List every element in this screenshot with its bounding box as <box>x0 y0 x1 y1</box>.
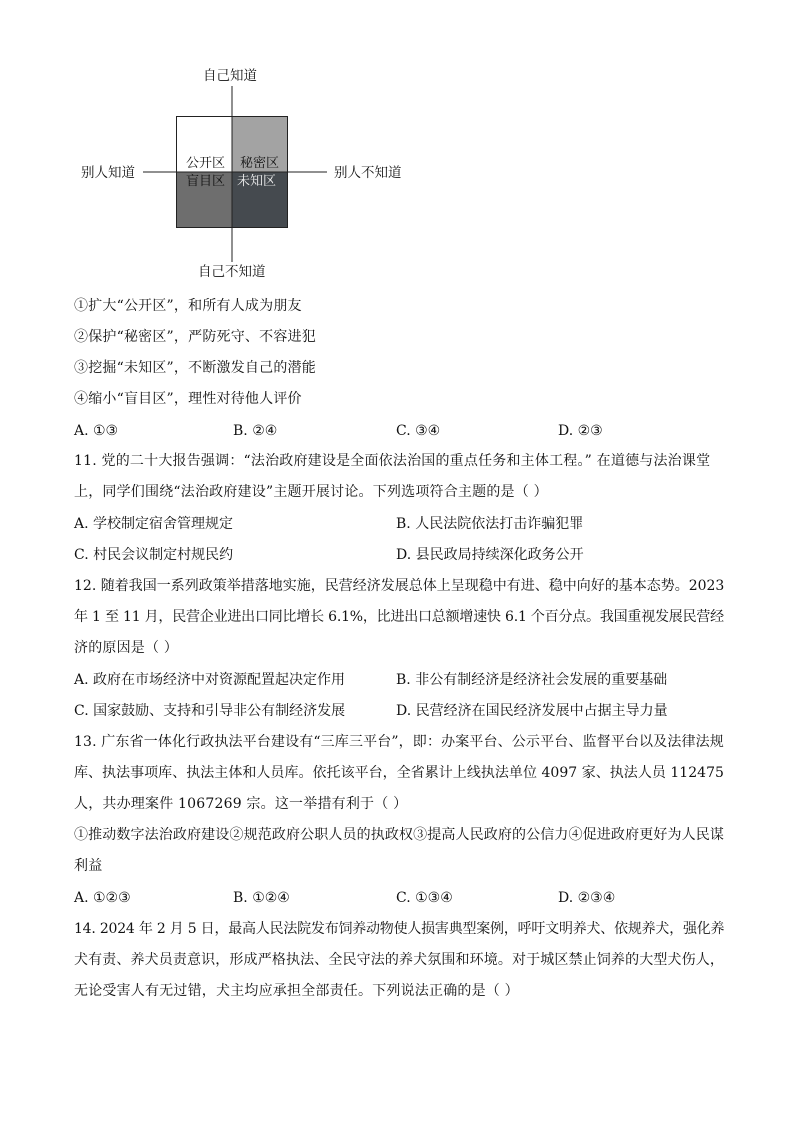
right-axis-label: 别人不知道 <box>334 165 402 181</box>
option-d[interactable]: D. 民营经济在国民经济发展中占据主导力量 <box>396 703 668 719</box>
question-text-line: 13. 广东省一体化行政执法平台建设有“三库三平台”，即：办案平台、公示平台、监督平台以及法律法规 <box>74 734 724 750</box>
option-c[interactable]: C. ③④ <box>396 423 441 439</box>
question-text-line: 14. 2024 年 2 月 5 日，最高人民法院发布饲养动物使人损害典型案例，呼吁文明养犬、依规养犬，强化养 <box>74 921 725 937</box>
bottom-axis-label: 自己不知道 <box>198 264 266 280</box>
left-axis-label: 别人知道 <box>81 165 135 181</box>
option-a[interactable]: A. 政府在市场经济中对资源配置起决定作用 <box>74 672 346 688</box>
question-text-line: 上，同学们围绕“法治政府建设”主题开展讨论。下列选项符合主题的是（ ） <box>74 484 548 500</box>
unknown-area-label: 未知区 <box>237 174 277 189</box>
statement-4: ④缩小“盲目区”，理性对待他人评价 <box>74 391 302 407</box>
option-d[interactable]: D. 县民政局持续深化政务公开 <box>396 547 584 563</box>
option-a[interactable]: A. 学校制定宿舍管理规定 <box>74 516 234 532</box>
option-a[interactable]: A. ①②③ <box>74 890 131 906</box>
question-text-line: 利益 <box>74 858 103 874</box>
question-text-line: 12. 随着我国一系列政策举措落地实施，民营经济发展总体上呈现稳中有进、稳中向好的基本态势。2023 <box>74 578 725 594</box>
option-a[interactable]: A. ①③ <box>74 423 119 439</box>
question-text-line: 库、执法事项库、执法主体和人员库。依托该平台，全省累计上线执法单位 4097 家、执法人员 112475 <box>74 765 724 781</box>
option-c[interactable]: C. 村民会议制定村规民约 <box>74 547 234 563</box>
question-text-line: 11. 党的二十大报告强调：“法治政府建设是全面依法治国的重点任务和主体工程。” 在道德与法治课堂 <box>74 453 711 469</box>
question-text-line: 济的原因是（ ） <box>74 640 179 656</box>
johari-window-diagram <box>0 0 794 300</box>
open-area-label: 公开区 <box>186 156 226 171</box>
question-text-line: 无论受害人有无过错，犬主均应承担全部责任。下列说法正确的是（ ） <box>74 983 519 999</box>
question-text-line: ①推动数字法治政府建设②规范政府公职人员的执政权③提高人民政府的公信力④促进政府更好为人民谋 <box>74 827 724 843</box>
option-b[interactable]: B. 非公有制经济是经济社会发展的重要基础 <box>396 672 668 688</box>
option-b[interactable]: B. ②④ <box>233 423 278 439</box>
hidden-area-label: 秘密区 <box>240 156 280 171</box>
statement-1: ①扩大“公开区”，和所有人成为朋友 <box>74 298 302 314</box>
question-text-line: 人，共办理案件 1067269 宗。这一举措有利于（ ） <box>74 796 408 812</box>
top-axis-label: 自己知道 <box>203 68 257 84</box>
option-d[interactable]: D. ②③④ <box>558 890 616 906</box>
statement-3: ③挖掘“未知区”，不断激发自己的潜能 <box>74 360 316 376</box>
option-c[interactable]: C. 国家鼓励、支持和引导非公有制经济发展 <box>74 703 346 719</box>
option-b[interactable]: B. 人民法院依法打击诈骗犯罪 <box>396 516 584 532</box>
question-text-line: 犬有责、养犬员责意识，形成严格执法、全民守法的养犬氛围和环境。对于城区禁止饲养的大型犬伤人， <box>74 952 724 968</box>
option-c[interactable]: C. ①③④ <box>396 890 453 906</box>
option-b[interactable]: B. ①②④ <box>233 890 290 906</box>
option-d[interactable]: D. ②③ <box>558 423 603 439</box>
axis-lines <box>0 0 794 300</box>
statement-2: ②保护“秘密区”，严防死守、不容进犯 <box>74 329 316 345</box>
question-text-line: 年 1 至 11 月，民营企业进出口同比增长 6.1%，比进出口总额增速快 6.1 个百分点。我国重视发展民营经 <box>74 609 724 625</box>
blind-area-label: 盲目区 <box>186 174 226 189</box>
